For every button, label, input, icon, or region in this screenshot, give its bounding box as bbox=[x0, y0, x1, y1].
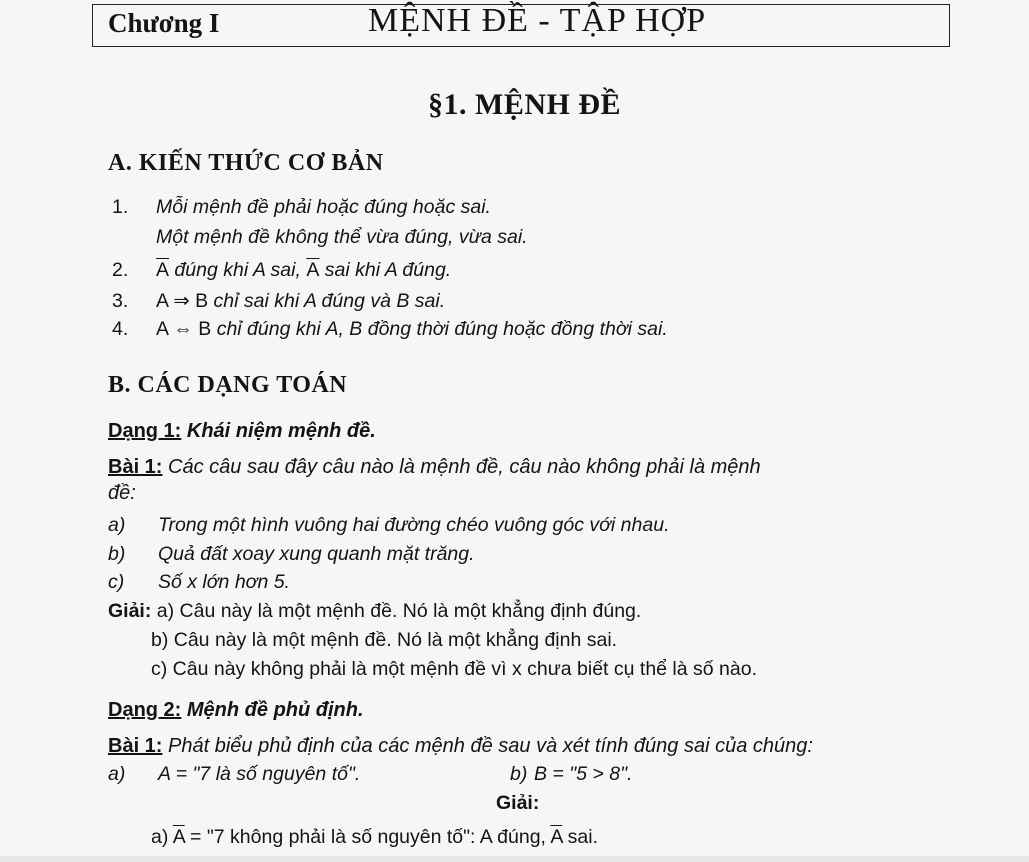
option-text: B = "5 > 8". bbox=[534, 763, 633, 785]
solution-line: sai. bbox=[562, 826, 599, 848]
exercise-1-prompt bbox=[108, 456, 761, 479]
item-number: 1. bbox=[112, 196, 129, 218]
option-letter: b) bbox=[108, 543, 126, 565]
exercise-text: Các câu sau đây câu nào là mệnh đề, câu nào không phải là mệnh bbox=[162, 456, 761, 478]
solution-line: c) Câu này không phải là một mệnh đề vì x chưa biết cụ thể là số nào. bbox=[151, 658, 757, 680]
item-text: chỉ đúng khi A, B đồng thời đúng hoặc đồng thời sai. bbox=[211, 318, 668, 340]
item-text: chỉ sai khi A đúng và B sai. bbox=[208, 290, 446, 312]
solution-label: Giải: bbox=[108, 600, 152, 622]
option-text: Quả đất xoay xung quanh mặt trăng. bbox=[158, 543, 475, 565]
knowledge-item-2 bbox=[112, 259, 451, 282]
solution-1-line-b bbox=[151, 629, 617, 652]
item-text: đúng khi A sai, bbox=[169, 259, 307, 281]
item-number: 3. bbox=[112, 290, 129, 312]
option-text: Số x lớn hơn 5. bbox=[158, 571, 290, 593]
negation-a-symbol: $\overline{A}$ bbox=[156, 259, 170, 281]
page-bottom-edge bbox=[0, 856, 1029, 862]
option-c bbox=[108, 571, 290, 594]
solution-1 bbox=[108, 600, 641, 623]
dang-1-title bbox=[108, 420, 376, 443]
option-b bbox=[108, 543, 475, 566]
section-title: §1. MỆNH ĐỀ bbox=[428, 88, 621, 121]
item-text: Mỗi mệnh đề phải hoặc đúng hoặc sai. bbox=[156, 196, 491, 218]
exercise-2-prompt bbox=[108, 735, 813, 758]
solution-line: = "7 không phải là số nguyên tố": A đúng, bbox=[184, 826, 551, 848]
option-a bbox=[108, 514, 670, 537]
dang-title-text: Mệnh đề phủ định. bbox=[181, 699, 364, 721]
item-text: Một mệnh đề không thể vừa đúng, vừa sai. bbox=[156, 226, 528, 248]
solution-2-line-a bbox=[151, 826, 598, 849]
negation-a-symbol: $\overline{A}$ bbox=[172, 826, 185, 848]
option-text: Trong một hình vuông hai đường chéo vuông góc với nhau. bbox=[158, 514, 670, 536]
part-a-heading: A. KIẾN THỨC CƠ BẢN bbox=[108, 150, 384, 176]
option-text: A = "7 là số nguyên tố". bbox=[158, 763, 361, 785]
implication-expression: A ⇒ B bbox=[156, 290, 209, 312]
option-letter: a) bbox=[108, 514, 126, 536]
dang-2-title bbox=[108, 699, 364, 722]
knowledge-item-4 bbox=[112, 318, 668, 341]
exercise-1-prompt-continued bbox=[108, 482, 136, 505]
knowledge-item-1 bbox=[112, 196, 491, 219]
chapter-label: Chương I bbox=[108, 8, 220, 38]
negation-a-symbol: $\overline{A}$ bbox=[306, 259, 320, 281]
exercise-label: Bài 1: bbox=[108, 735, 163, 757]
dang-label: Dạng 1: bbox=[108, 420, 182, 442]
exercise-2-option-a bbox=[108, 763, 360, 786]
equivalence-expression: A ⇔ B bbox=[156, 318, 212, 340]
exercise-text: đề: bbox=[108, 482, 136, 504]
part-b-heading: B. CÁC DẠNG TOÁN bbox=[108, 372, 348, 398]
exercise-2-option-b bbox=[510, 763, 632, 786]
solution-2-label bbox=[496, 792, 539, 815]
option-letter: a) bbox=[108, 763, 126, 785]
exercise-text: Phát biểu phủ định của các mệnh đề sau và xét tính đúng sai của chúng: bbox=[162, 735, 813, 757]
solution-label: Giải: bbox=[496, 792, 540, 814]
exercise-label: Bài 1: bbox=[108, 456, 163, 478]
knowledge-item-3 bbox=[112, 289, 445, 313]
solution-line: b) Câu này là một mệnh đề. Nó là một khẳng định sai. bbox=[151, 629, 618, 651]
dang-title-text: Khái niệm mệnh đề. bbox=[181, 420, 376, 442]
item-number: 4. bbox=[112, 318, 129, 340]
item-number: 2. bbox=[112, 259, 129, 281]
solution-prefix: a) bbox=[151, 826, 173, 848]
option-letter: b) bbox=[510, 763, 528, 785]
solution-1-line-c bbox=[151, 658, 757, 681]
solution-line: a) Câu này là một mệnh đề. Nó là một khẳng định đúng. bbox=[156, 600, 642, 622]
item-text: sai khi A đúng. bbox=[319, 259, 452, 281]
negation-a-symbol: $\overline{A}$ bbox=[550, 826, 563, 848]
dang-label: Dạng 2: bbox=[108, 699, 182, 721]
option-letter: c) bbox=[108, 571, 125, 593]
chapter-title: MỆNH ĐỀ - TẬP HỢP bbox=[368, 2, 707, 39]
knowledge-item-1-continued bbox=[156, 226, 528, 249]
